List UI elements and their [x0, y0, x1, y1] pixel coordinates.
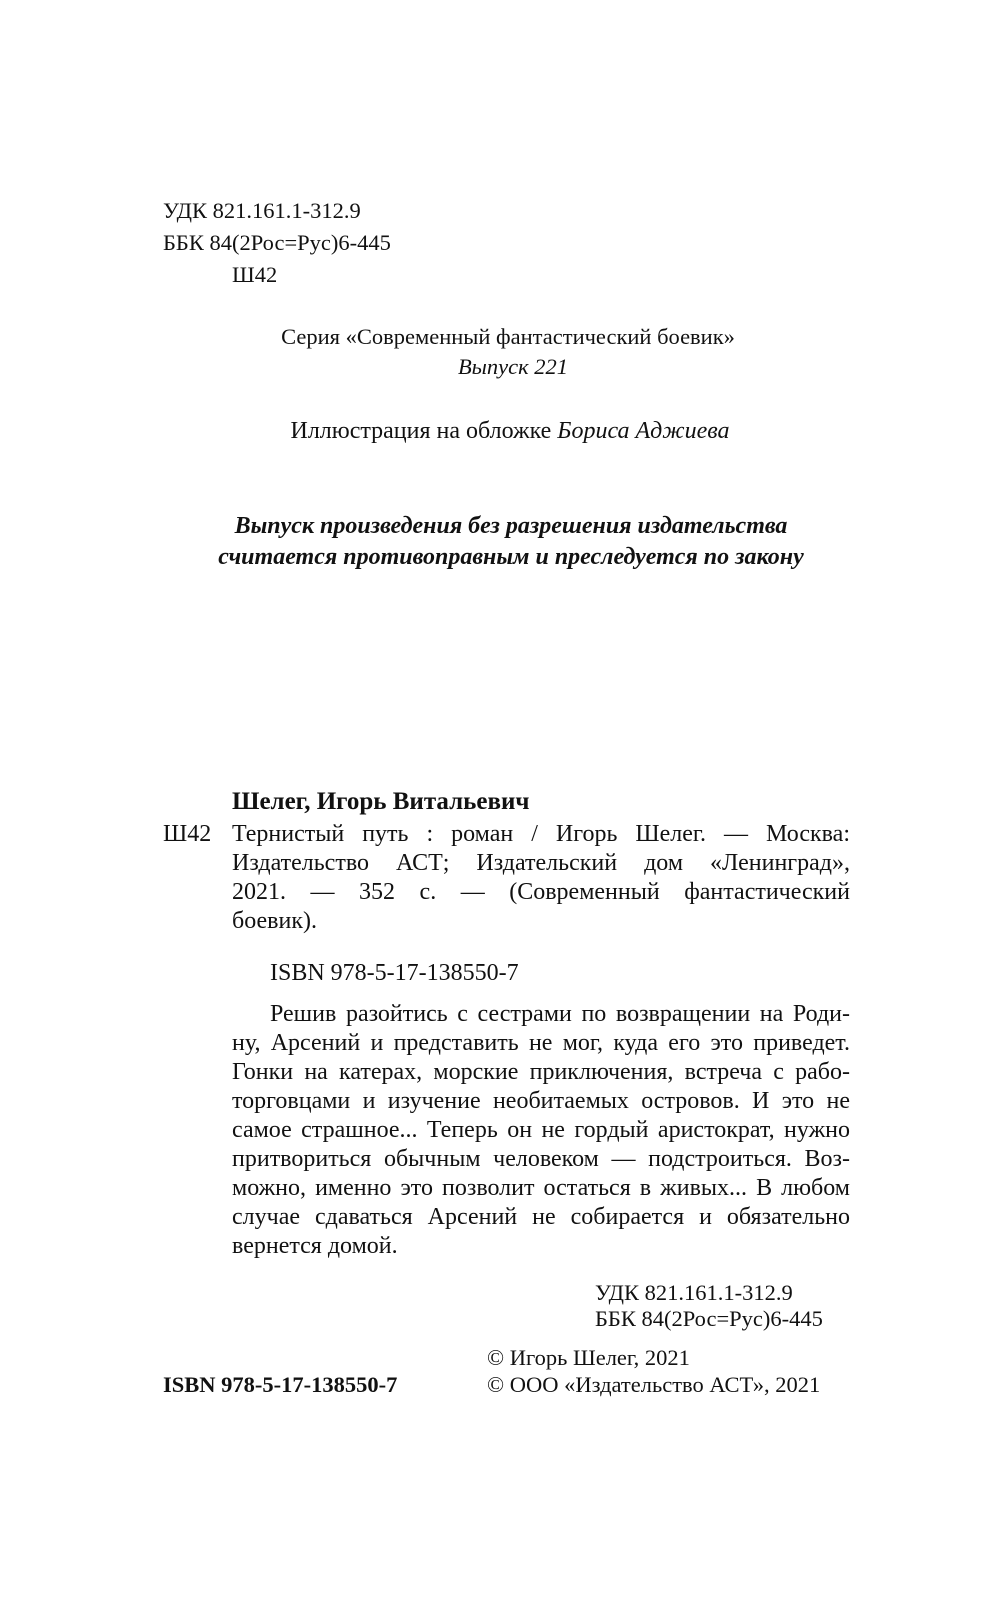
annotation-line: притвориться обычным человеком — подстроиться. Воз- [232, 1146, 850, 1172]
record-line: 2021. — 352 с. — (Современный фантастический [232, 879, 850, 905]
record-line: Тернистый путь : роман / Игорь Шелег. — Москва: [232, 821, 850, 847]
series-line: Серия «Современный фантастический боевик» [281, 324, 735, 349]
annotation-line: Решив разойтись с сестрами по возвращении на Роди- [270, 1001, 850, 1027]
bottom-bbk: ББК 84(2Рос=Рус)6-445 [595, 1306, 823, 1331]
annotation-line: случае сдаваться Арсений не собирается и обязательно [232, 1204, 850, 1230]
series-issue: Выпуск 221 [457, 354, 569, 379]
copyright-author: © Игорь Шелег, 2021 [487, 1345, 690, 1370]
record-line: Издательство АСТ; Издательский дом «Ленинград», [232, 850, 850, 876]
record-line: боевик). [232, 908, 317, 934]
illustration-credit [0, 416, 1000, 446]
record-isbn: ISBN 978-5-17-138550-7 [270, 960, 519, 986]
top-author-code: Ш42 [232, 262, 278, 287]
record-description [232, 820, 850, 936]
bottom-isbn: ISBN 978-5-17-138550-7 [163, 1372, 398, 1397]
annotation-line: Гонки на катерах, морские приключения, встреча с рабо- [232, 1059, 850, 1085]
record-code: Ш42 [163, 821, 212, 847]
record-author: Шелег, Игорь Витальевич [232, 788, 530, 815]
copyright-publisher: © ООО «Издательство АСТ», 2021 [487, 1372, 821, 1397]
annotation-line: вернется домой. [232, 1233, 398, 1259]
annotation-line: можно, именно это позволит остаться в живых... В любом [232, 1175, 850, 1201]
top-bbk: ББК 84(2Рос=Рус)6-445 [163, 230, 391, 255]
annotation-line: самое страшное... Теперь он не гордый аристократ, нужно [232, 1117, 850, 1143]
annotation [232, 1000, 850, 1261]
top-udk: УДК 821.161.1-312.9 [163, 198, 361, 223]
annotation-line: ну, Арсений и представить не мог, куда его это приведет. [232, 1030, 850, 1056]
warning-line-1: Выпуск произведения без разрешения издательства [234, 513, 788, 539]
illustration-prefix: Иллюстрация на обложке [290, 418, 558, 444]
bottom-udk: УДК 821.161.1-312.9 [595, 1280, 793, 1305]
illustration-artist: Бориса Аджиева [557, 418, 730, 444]
warning-line-2: считается противоправным и преследуется по закону [218, 544, 804, 570]
annotation-line: торговцами и изучение необитаемых островов. И это не [232, 1088, 850, 1114]
